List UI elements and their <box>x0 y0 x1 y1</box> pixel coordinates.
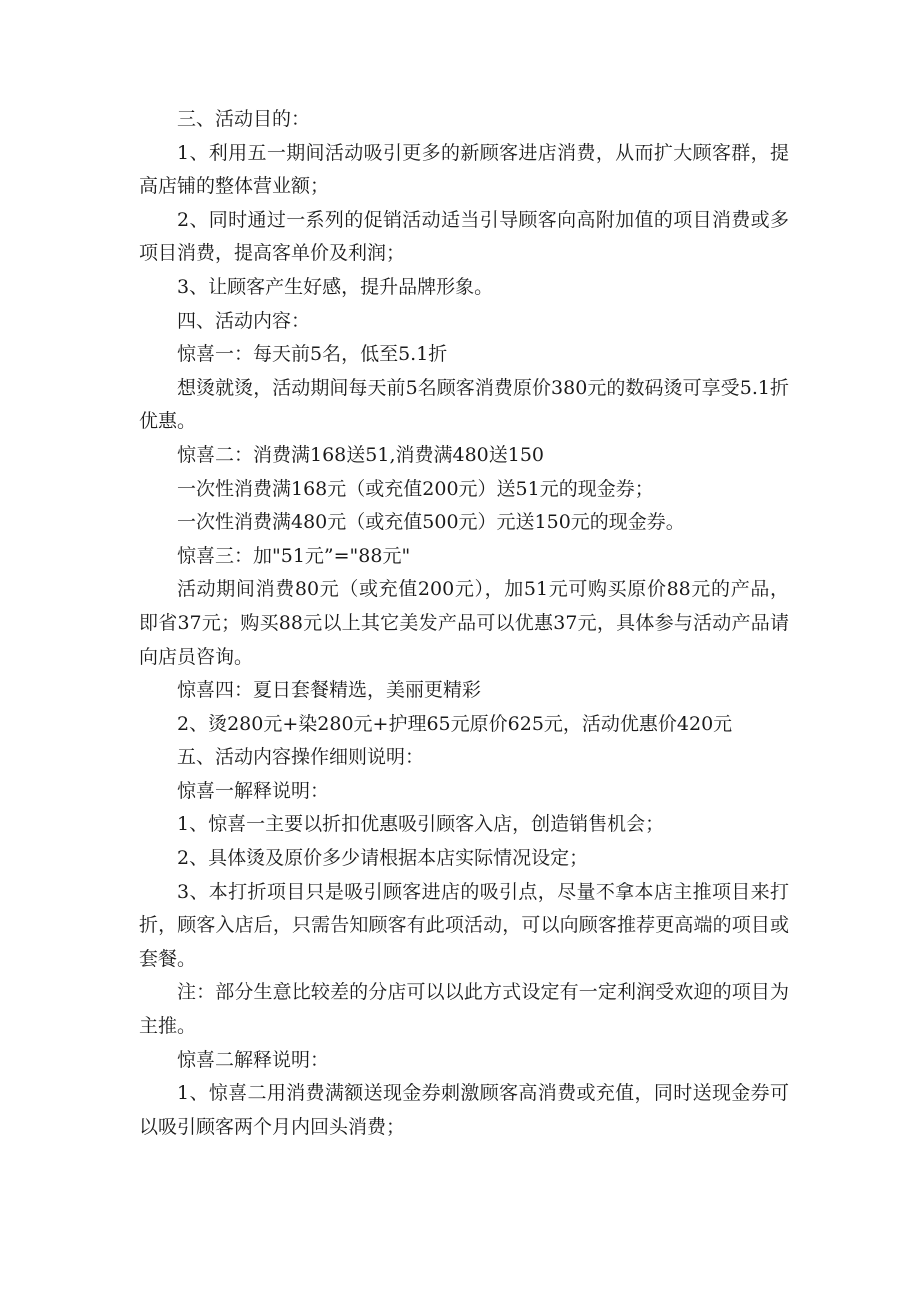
paragraph: 1、惊喜二用消费满额送现金券刺激顾客高消费或充值，同时送现金券可以吸引顾客两个月内回头消费； <box>139 1082 789 1138</box>
paragraph: 想烫就烫，活动期间每天前5名顾客消费原价380元的数码烫可享受5.1折优惠。 <box>139 376 789 433</box>
paragraph: 1、利用五一期间活动吸引更多的新顾客进店消费，从而扩大顾客群，提高店铺的整体营业额； <box>139 141 789 198</box>
paragraph: 3、让顾客产生好感，提升品牌形象。 <box>177 275 494 298</box>
paragraph: 3、本打折项目只是吸引顾客进店的吸引点，尽量不拿本店主推项目来打折，顾客入店后，只需告知顾客有此项活动，可以向顾客推荐更高端的项目或套餐。 <box>139 880 789 970</box>
paragraph: 1、惊喜一主要以折扣优惠吸引顾客入店，创造销售机会； <box>177 813 665 836</box>
surprise-two-heading: 惊喜二：消费满168送51,消费满480送150 <box>177 443 545 466</box>
paragraph: 活动期间消费80元（或充值200元），加51元可购买原价88元的产品，即省37元；购买88元以上其它美发产品可以优惠37元，具体参与活动产品请向店员咨询。 <box>139 578 789 668</box>
section-heading-content: 四、活动内容： <box>177 309 311 332</box>
document-body <box>139 103 789 1144</box>
surprise-four-heading: 惊喜四：夏日套餐精选，美丽更精彩 <box>177 679 482 702</box>
surprise-three-heading: 惊喜三：加"51元”="88元" <box>177 544 411 567</box>
section-heading-rules: 五、活动内容操作细则说明： <box>177 746 425 769</box>
paragraph: 2、具体烫及原价多少请根据本店实际情况设定； <box>177 847 589 870</box>
note-paragraph: 注：部分生意比较差的分店可以以此方式设定有一定利润受欢迎的项目为主推。 <box>139 981 789 1038</box>
paragraph: 2、烫280元+染280元+护理65元原价625元，活动优惠价420元 <box>177 712 733 735</box>
paragraph: 一次性消费满480元（或充值500元）元送150元的现金券。 <box>177 511 685 534</box>
section-heading-purpose: 三、活动目的： <box>177 108 311 130</box>
paragraph: 2、同时通过一系列的促销活动适当引导顾客向高附加值的项目消费或多项目消费，提高客单价及利润； <box>139 208 789 265</box>
paragraph: 一次性消费满168元（或充值200元）送51元的现金券； <box>177 477 654 500</box>
surprise-one-explanation-heading: 惊喜一解释说明： <box>177 779 330 802</box>
surprise-two-explanation-heading: 惊喜二解释说明： <box>177 1048 330 1071</box>
surprise-one-heading: 惊喜一：每天前5名，低至5.1折 <box>177 343 448 366</box>
